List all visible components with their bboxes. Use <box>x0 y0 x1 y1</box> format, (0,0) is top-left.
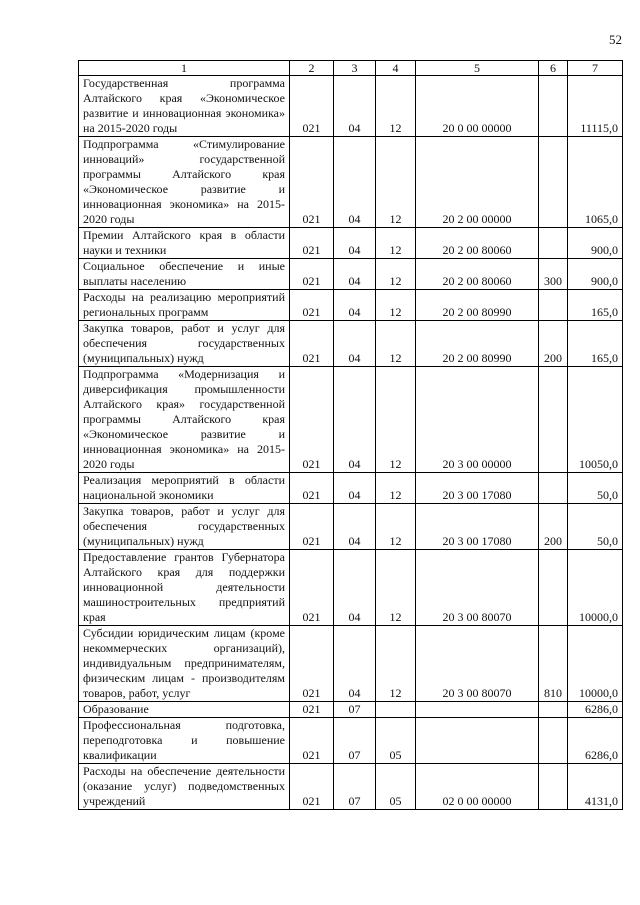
table-row <box>79 550 623 626</box>
section-code: 04 <box>334 367 376 473</box>
ministry-code: 021 <box>290 367 334 473</box>
amount: 165,0 <box>568 321 623 367</box>
section-code: 04 <box>334 504 376 550</box>
expense-type-code <box>539 76 568 137</box>
expense-type-code <box>539 290 568 321</box>
ministry-code: 021 <box>290 718 334 764</box>
ministry-code: 021 <box>290 259 334 290</box>
table-row <box>79 504 623 550</box>
subsection-code: 12 <box>376 550 416 626</box>
section-code: 04 <box>334 137 376 228</box>
table-row <box>79 321 623 367</box>
subsection-code: 12 <box>376 259 416 290</box>
section-code: 04 <box>334 550 376 626</box>
item-name: Реализация мероприятий в области национальной экономики <box>79 473 290 504</box>
target-article-code: 20 2 00 80990 <box>416 321 539 367</box>
item-name: Премии Алтайского края в области науки и техники <box>79 228 290 259</box>
item-name: Профессиональная подготовка, переподготовка и повышение квалификации <box>79 718 290 764</box>
item-name: Субсидии юридическим лицам (кроме некоммерческих организаций), индивидуальным предпринимателям, физическим лицам - производителям товаров, работ, услуг <box>79 626 290 702</box>
section-code: 07 <box>334 702 376 718</box>
header-cell-4: 4 <box>376 61 416 76</box>
item-name: Образование <box>79 702 290 718</box>
expense-type-code <box>539 137 568 228</box>
section-code: 07 <box>334 718 376 764</box>
item-name: Подпрограмма «Стимулирование инноваций» государственной программы Алтайского края «Экономическое развитие и инновационная экономика» на 2015-2020 годы <box>79 137 290 228</box>
ministry-code: 021 <box>290 473 334 504</box>
section-code: 04 <box>334 228 376 259</box>
ministry-code: 021 <box>290 550 334 626</box>
ministry-code: 021 <box>290 504 334 550</box>
table-row <box>79 259 623 290</box>
table-row <box>79 718 623 764</box>
amount: 4131,0 <box>568 764 623 810</box>
table-row <box>79 76 623 137</box>
section-code: 04 <box>334 473 376 504</box>
section-code: 04 <box>334 259 376 290</box>
table-row <box>79 228 623 259</box>
amount: 50,0 <box>568 504 623 550</box>
table-row <box>79 702 623 718</box>
target-article-code: 20 3 00 17080 <box>416 473 539 504</box>
ministry-code: 021 <box>290 228 334 259</box>
target-article-code: 20 2 00 80060 <box>416 259 539 290</box>
expense-type-code <box>539 702 568 718</box>
target-article-code: 02 0 00 00000 <box>416 764 539 810</box>
subsection-code: 12 <box>376 137 416 228</box>
item-name: Закупка товаров, работ и услуг для обеспечения государственных (муниципальных) нужд <box>79 504 290 550</box>
page-number: 52 <box>609 32 622 47</box>
subsection-code: 12 <box>376 228 416 259</box>
table-row <box>79 137 623 228</box>
expense-type-code: 200 <box>539 321 568 367</box>
target-article-code: 20 3 00 80070 <box>416 626 539 702</box>
amount: 6286,0 <box>568 718 623 764</box>
target-article-code: 20 2 00 80990 <box>416 290 539 321</box>
ministry-code: 021 <box>290 290 334 321</box>
amount: 11115,0 <box>568 76 623 137</box>
item-name: Предоставление грантов Губернатора Алтайского края для поддержки инновационной деятельности машиностроительных предприятий края <box>79 550 290 626</box>
section-code: 04 <box>334 76 376 137</box>
table-row <box>79 367 623 473</box>
expense-type-code: 300 <box>539 259 568 290</box>
ministry-code: 021 <box>290 137 334 228</box>
amount: 1065,0 <box>568 137 623 228</box>
ministry-code: 021 <box>290 626 334 702</box>
target-article-code: 20 2 00 00000 <box>416 137 539 228</box>
section-code: 04 <box>334 290 376 321</box>
subsection-code: 12 <box>376 367 416 473</box>
header-cell-6: 6 <box>539 61 568 76</box>
table-header <box>79 61 623 76</box>
expense-type-code <box>539 228 568 259</box>
target-article-code: 20 2 00 80060 <box>416 228 539 259</box>
table-row <box>79 626 623 702</box>
amount: 6286,0 <box>568 702 623 718</box>
amount: 900,0 <box>568 228 623 259</box>
target-article-code: 20 3 00 17080 <box>416 504 539 550</box>
header-cell-1: 1 <box>79 61 290 76</box>
expense-type-code <box>539 764 568 810</box>
ministry-code: 021 <box>290 764 334 810</box>
table-body <box>79 76 623 810</box>
target-article-code <box>416 702 539 718</box>
table-row <box>79 764 623 810</box>
subsection-code: 12 <box>376 504 416 550</box>
expense-type-code <box>539 367 568 473</box>
section-code: 04 <box>334 626 376 702</box>
subsection-code: 12 <box>376 321 416 367</box>
section-code: 07 <box>334 764 376 810</box>
expense-type-code: 810 <box>539 626 568 702</box>
item-name: Социальное обеспечение и иные выплаты населению <box>79 259 290 290</box>
item-name: Государственная программа Алтайского края «Экономическое развитие и инновационная экономика» на 2015-2020 годы <box>79 76 290 137</box>
expense-type-code <box>539 718 568 764</box>
item-name: Расходы на реализацию мероприятий региональных программ <box>79 290 290 321</box>
expense-type-code: 200 <box>539 504 568 550</box>
ministry-code: 021 <box>290 321 334 367</box>
target-article-code <box>416 718 539 764</box>
header-cell-2: 2 <box>290 61 334 76</box>
subsection-code: 12 <box>376 76 416 137</box>
header-cell-3: 3 <box>334 61 376 76</box>
amount: 10050,0 <box>568 367 623 473</box>
amount: 10000,0 <box>568 626 623 702</box>
target-article-code: 20 3 00 80070 <box>416 550 539 626</box>
ministry-code: 021 <box>290 702 334 718</box>
table-row <box>79 473 623 504</box>
header-cell-7: 7 <box>568 61 623 76</box>
target-article-code: 20 0 00 00000 <box>416 76 539 137</box>
item-name: Подпрограмма «Модернизация и диверсификация промышленности Алтайского края» государственной программы Алтайского края «Экономическое развитие и инновационная экономика» на 2015-2020 годы <box>79 367 290 473</box>
subsection-code: 05 <box>376 764 416 810</box>
budget-table <box>78 60 623 810</box>
ministry-code: 021 <box>290 76 334 137</box>
subsection-code: 12 <box>376 290 416 321</box>
section-code: 04 <box>334 321 376 367</box>
expense-type-code <box>539 550 568 626</box>
subsection-code: 05 <box>376 718 416 764</box>
amount: 10000,0 <box>568 550 623 626</box>
target-article-code: 20 3 00 00000 <box>416 367 539 473</box>
subsection-code: 12 <box>376 626 416 702</box>
subsection-code <box>376 702 416 718</box>
item-name: Закупка товаров, работ и услуг для обеспечения государственных (муниципальных) нужд <box>79 321 290 367</box>
header-row <box>79 61 623 76</box>
table-row <box>79 290 623 321</box>
amount: 900,0 <box>568 259 623 290</box>
item-name: Расходы на обеспечение деятельности (оказание услуг) подведомственных учреждений <box>79 764 290 810</box>
expense-type-code <box>539 473 568 504</box>
amount: 50,0 <box>568 473 623 504</box>
amount: 165,0 <box>568 290 623 321</box>
header-cell-5: 5 <box>416 61 539 76</box>
subsection-code: 12 <box>376 473 416 504</box>
